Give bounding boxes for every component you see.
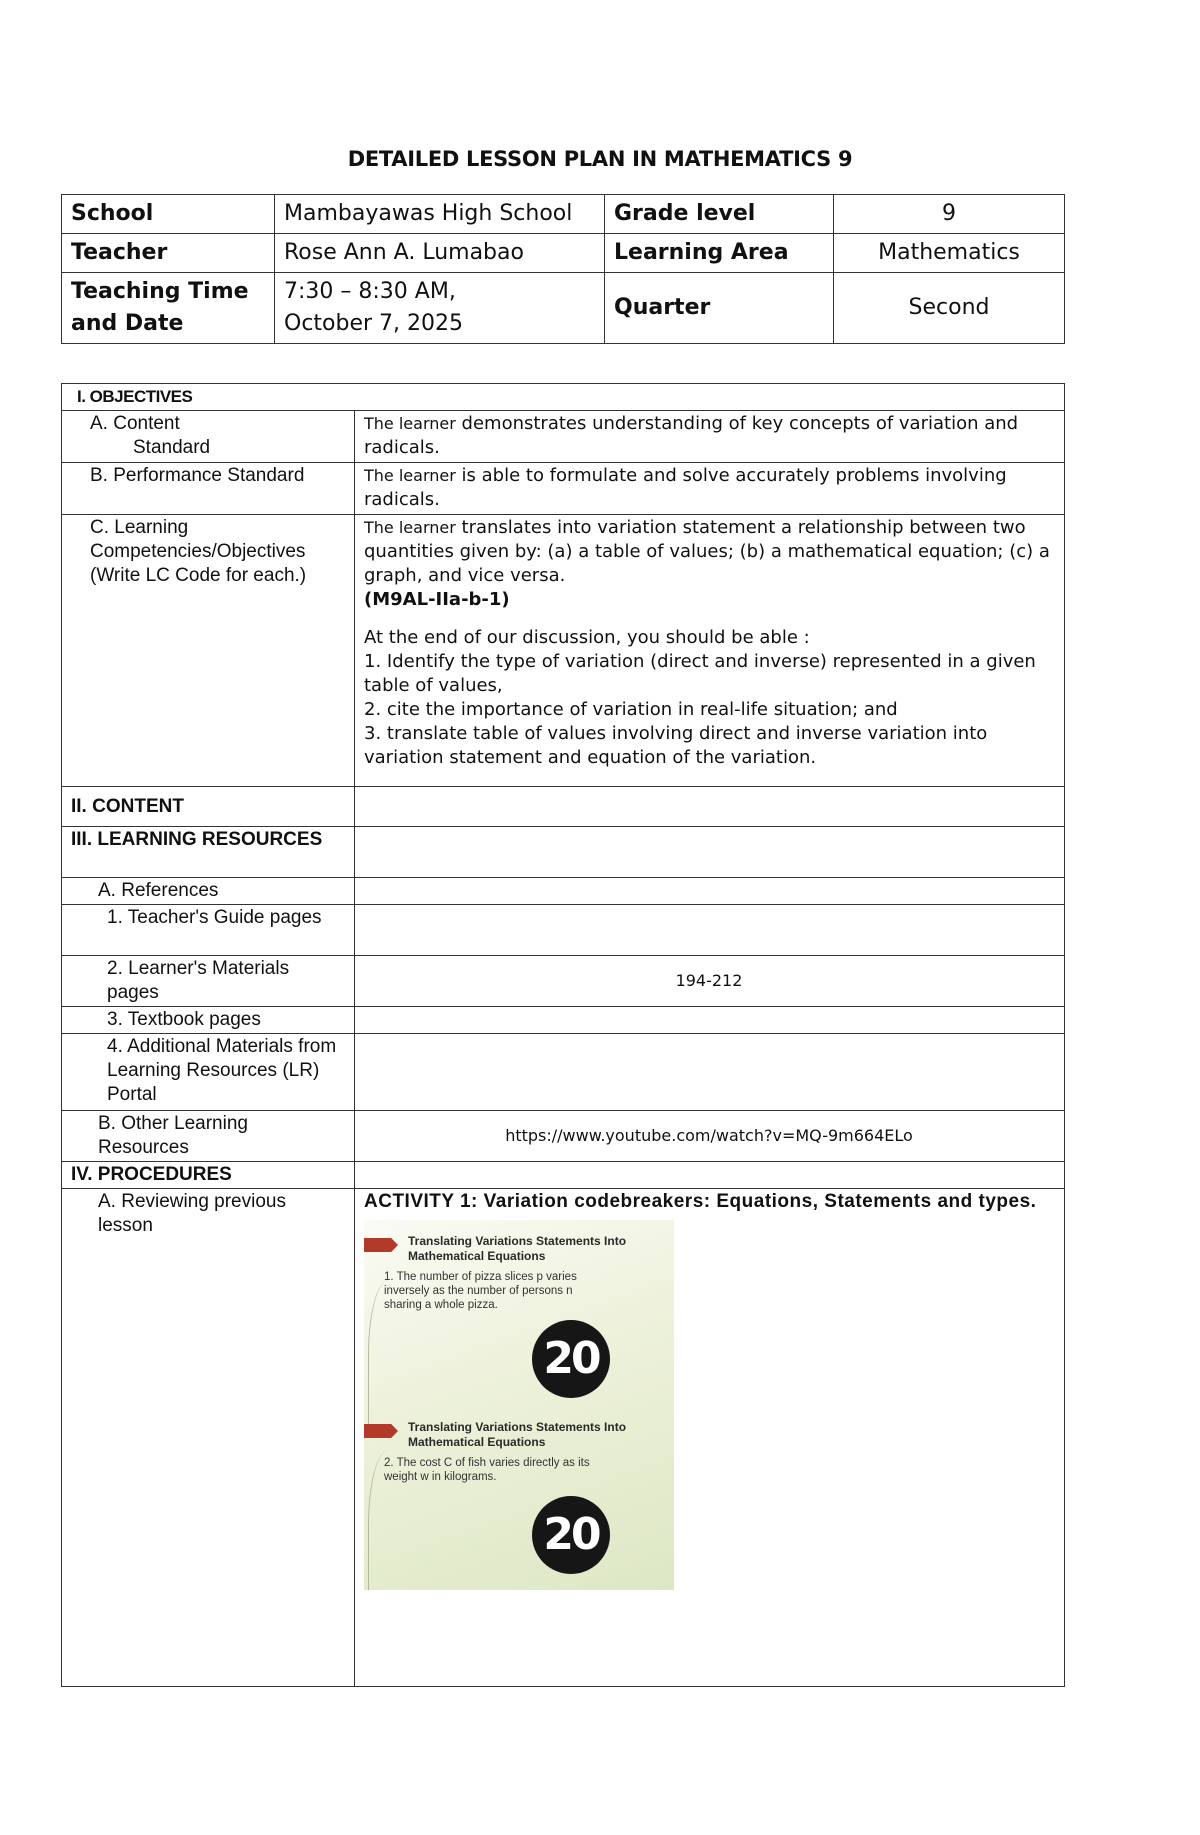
- learning-resources-value: [355, 827, 1065, 878]
- reviewing-lesson-value: [355, 1189, 1065, 1687]
- lc-statement: [364, 516, 1054, 588]
- content-standard-label-line1: A. Content: [90, 413, 180, 434]
- references-label: A. References: [62, 878, 355, 905]
- additional-materials-value: [355, 1034, 1065, 1111]
- lesson-plan-table: [61, 383, 1065, 1687]
- teaching-time-line1: 7:30 – 8:30 AM,: [284, 279, 456, 304]
- learners-materials-label: 2. Learner's Materials pages: [62, 956, 355, 1007]
- slide-1-heading: Translating Variations Statements Into Mathematical Equations: [408, 1234, 627, 1263]
- school-value: Mambayawas High School: [275, 195, 605, 234]
- activity-slides-image: [364, 1220, 674, 1590]
- slide-2-number: 20: [532, 1496, 610, 1574]
- objectives-heading-text: I. OBJECTIVES: [77, 387, 193, 406]
- textbook-pages-value: [355, 1007, 1065, 1034]
- teaching-time-label-line2: and Date: [71, 311, 184, 336]
- content-standard-text: demonstrates understanding of key concepts of variation and radicals.: [364, 413, 1019, 458]
- content-value: [355, 787, 1065, 827]
- teachers-guide-value: [355, 905, 1065, 956]
- teacher-value: Rose Ann A. Lumabao: [275, 234, 605, 273]
- textbook-pages-label: 3. Textbook pages: [62, 1007, 355, 1034]
- learning-resources-heading: III. LEARNING RESOURCES: [62, 827, 355, 878]
- additional-materials-label: 4. Additional Materials from Learning Resources (LR) Portal: [62, 1034, 355, 1111]
- content-standard-label: [62, 411, 355, 463]
- learning-competencies-value: [355, 515, 1065, 787]
- learner-prefix: The learner: [364, 466, 456, 485]
- performance-standard-value: [355, 463, 1065, 515]
- learning-competencies-label: C. Learning Competencies/Objectives (Write LC Code for each.): [62, 515, 355, 787]
- learner-prefix: The learner: [364, 414, 456, 433]
- teaching-date-line2: October 7, 2025: [284, 311, 464, 336]
- slide-2-arrow-icon: [364, 1424, 398, 1438]
- school-label: School: [62, 195, 275, 234]
- references-value: [355, 878, 1065, 905]
- other-resources-label: B. Other Learning Resources: [62, 1111, 355, 1162]
- reviewing-lesson-label: A. Reviewing previous lesson: [62, 1189, 355, 1687]
- activity-title: ACTIVITY 1: Variation codebreakers: Equations, Statements and types.: [364, 1191, 1037, 1212]
- teaching-time-value: [275, 273, 605, 344]
- grade-label: Grade level: [605, 195, 834, 234]
- slide-1-arrow-icon: [364, 1238, 398, 1252]
- quarter-label: Quarter: [605, 273, 834, 344]
- procedures-value: [355, 1162, 1065, 1189]
- objective-3: 3. translate table of values involving direct and inverse variation into variation statement and equation of the variation.: [364, 723, 988, 768]
- objectives-intro: At the end of our discussion, you should be able :: [364, 627, 810, 648]
- learner-prefix: The learner: [364, 518, 456, 537]
- teaching-time-label: [62, 273, 275, 344]
- teaching-time-label-line1: Teaching Time: [71, 279, 249, 304]
- slide-2-heading: Translating Variations Statements Into Mathematical Equations: [408, 1420, 627, 1449]
- objectives-heading: [62, 384, 1065, 411]
- objective-2: 2. cite the importance of variation in real-life situation; and: [364, 699, 898, 720]
- content-standard-value: [355, 411, 1065, 463]
- performance-standard-text: is able to formulate and solve accurately problems involving radicals.: [364, 465, 1007, 510]
- quarter-value: Second: [834, 273, 1065, 344]
- grade-value: 9: [834, 195, 1065, 234]
- lc-text: translates into variation statement a relationship between two quantities given by: (a) a table of values; (b) a mathematical equation; (c) a graph, and vice versa.: [364, 517, 1050, 586]
- content-heading: II. CONTENT: [62, 787, 355, 827]
- teachers-guide-label: 1. Teacher's Guide pages: [62, 905, 355, 956]
- learning-area-value: Mathematics: [834, 234, 1065, 273]
- page-title: DETAILED LESSON PLAN IN MATHEMATICS 9: [347, 147, 853, 171]
- performance-standard-label: B. Performance Standard: [62, 463, 355, 515]
- learning-area-label: Learning Area: [605, 234, 834, 273]
- other-resources-link[interactable]: https://www.youtube.com/watch?v=MQ-9m664ELo: [355, 1111, 1065, 1162]
- objective-1: 1. Identify the type of variation (direct and inverse) represented in a given table of values,: [364, 651, 1036, 696]
- teacher-label: Teacher: [62, 234, 275, 273]
- content-standard-label-line2: Standard: [133, 437, 211, 458]
- slide-2-body: 2. The cost C of fish varies directly as its weight w in kilograms.: [384, 1457, 590, 1483]
- slide-1-number: 20: [532, 1320, 610, 1398]
- slide-1-body: 1. The number of pizza slices p varies inversely as the number of persons n sharing a whole pizza.: [384, 1271, 577, 1311]
- procedures-heading: IV. PROCEDURES: [62, 1162, 355, 1189]
- lc-code: (M9AL-IIa-b-1): [364, 589, 510, 610]
- header-info-table: [61, 194, 1065, 344]
- learners-materials-value: 194-212: [355, 956, 1065, 1007]
